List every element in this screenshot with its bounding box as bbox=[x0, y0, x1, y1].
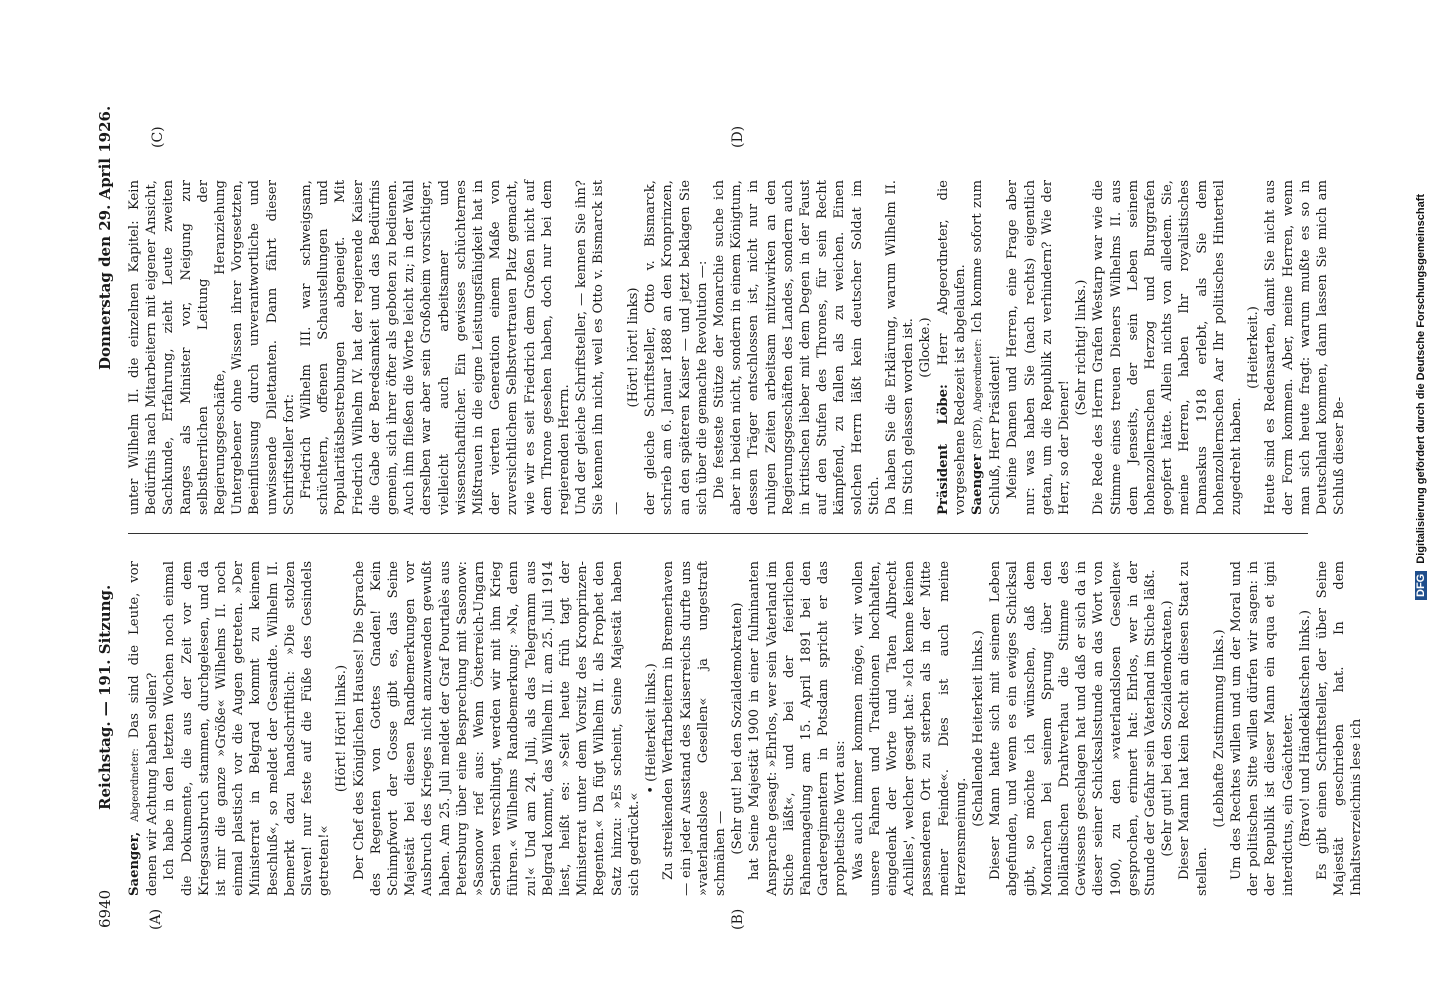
interjection: (Hört! Hört! links.) bbox=[334, 664, 350, 793]
text-paragraph: Zu streikenden Werftarbeitern in Bremerhaven — ein jeder Ausstand des Kaiserreichs durfte uns »vaterlandslose Gesellen« ja ungestraft schmähen — bbox=[661, 561, 728, 896]
speaker-role: Abgeordneter: bbox=[130, 748, 141, 822]
page-header bbox=[90, 105, 120, 930]
margin-marker-c: (C) bbox=[150, 126, 166, 148]
text-paragraph: hat Seine Majestät 1900 in einer fulminanten Ansprache gesagt: »Ehrlos, wer sein Vaterland im Stiche läßt«, und bei der feierlichen Fahnennagelung am 15. April 1891 bei den Garderegimentern in Potsdam spricht er das prophetische Wort aus: bbox=[747, 561, 849, 896]
header-right-title: Donnerstag den 29. April 1926. bbox=[96, 105, 114, 370]
text-paragraph: Die festeste Stütze der Monarchie suche ich aber in beiden nicht, sondern in einem Königtum, dessen Träger entschlossen ist, nicht nur in ruhigen Zeiten arbeitsam mitzuwirken an den Regierungsgeschäften des Landes, sondern auch in kritischen lieber mit dem Degen in der Faust auf den Stufen des Thrones, für sein Recht kämpfend, zu fallen als zu weichen. Einen solchen Herrn läßt kein deutscher Soldat im Stich. bbox=[711, 180, 882, 515]
speaker-role: (SPD), Abgeordneter: bbox=[972, 338, 984, 449]
speaker-paragraph bbox=[969, 180, 1004, 515]
interjection: • (Heiterkeit links.) bbox=[644, 663, 660, 794]
interjection: (Sehr richtig! links.) bbox=[1074, 279, 1090, 416]
text-paragraph: Und der gleiche Schriftsteller, — kennen Sie ihn? Sie kennen ihn nicht, weil es Otto v. Bismarck ist — bbox=[574, 180, 624, 515]
right-column bbox=[126, 180, 1348, 515]
speaker-text: Ich komme sofort zum Schluß, Herr Präsident! bbox=[969, 180, 1004, 515]
margin-marker-b: (B) bbox=[730, 908, 746, 930]
dfg-sidebar bbox=[1415, 10, 1431, 600]
text-paragraph: Friedrich Wilhelm III. war schweigsam, schüchtern, offenen Schaustellungen und Popularitätsbestrebungen abgeneigt. Mit Friedrich Wilhelm IV. hat der regierende Kaiser die Gabe der Beredsamkeit und das Bedürfnis gemein, sich ihrer öfter als geboten zu bedienen. Auch ihm fließen die Worte leicht zu; in der Wahl derselben war aber sein Großoheim vorsichtiger, vielleicht auch arbeitsamer und wissenschaftlicher. Ein gewisses schüchternes Mißtrauen in die eigne Leistungsfähigkeit hat in der vierten Generation einem Maße von zuversichtlichem Selbstvertrauen Platz gemacht, wie wir es seit Friedrich dem Großen nicht auf dem Throne gesehen haben, doch nur bei dem regierenden Herrn. bbox=[299, 180, 573, 515]
interjection: (Schallende Heiterkeit links.) bbox=[970, 630, 986, 827]
speaker-name: Saenger, bbox=[127, 831, 142, 896]
dfg-credit-text: Digitalisierung gefördert durch die Deutsche Forschungsgemeinschaft bbox=[1415, 193, 1427, 564]
page-number: 6940 bbox=[96, 889, 114, 928]
text-paragraph: Um des Rechtes willen und um der Moral und der politischen Sitte willen dürfen wir sagen: in der Republik ist dieser Mann ein aqua et igni interdictus, ein Geächteter. bbox=[1229, 561, 1296, 896]
text-paragraph: Die Rede des Herrn Grafen Westarp war wie die Stimme eines treuen Dieners Wilhelms II. aus dem Jenseits, der sein Leben seinem hohenzollernschen Herzog und Burggrafen geopfert hätte. Allein nichts von alledem. Sie, meine Herren, haben Ihr royalistisches Damaskus 1918 erlebt, als Sie dem hohenzollernschen Aar Ihr politisches Hinterteil zugedreht haben. bbox=[1091, 180, 1244, 515]
text-paragraph: Meine Damen und Herren, eine Frage aber nur: was haben Sie (nach rechts) eigentlich getan, um die Republik zu verhindern? Wie der Herr, so der Diener! bbox=[1005, 180, 1072, 515]
header-left-title: Reichstag. — 191. Sitzung. bbox=[96, 584, 114, 810]
text-paragraph: der gleiche Schriftsteller, Otto v. Bismarck, schrieb am 6. Januar 1888 an den Kronprinzen, an den späteren Kaiser — und jetzt beklagen Sie sich über die gemachte Revolution —: bbox=[643, 180, 710, 515]
text-paragraph: Was auch immer kommen möge, wir wollen unsere Fahnen und Traditionen hochhalten, eingedenk der Worte und Taten Albrecht Achilles', welcher gesagt hat: »Ich kenne keinen passenderen Ort zu sterben als in der Mitte meiner Feinde«. Dies ist auch meine Herzensmeinung. bbox=[850, 561, 969, 896]
speaker-name: Präsident Löbe: bbox=[935, 384, 951, 515]
column-divider bbox=[128, 533, 1308, 534]
speaker-name: Saenger bbox=[969, 454, 985, 515]
margin-marker-d: (D) bbox=[730, 125, 746, 148]
speaker-text: Herr Abgeordneter, die vorgesehene Redezeit ist abgelaufen. bbox=[935, 180, 968, 515]
text-paragraph: Ich habe in den letzten Wochen noch einmal die Dokumente, die aus der Zeit vor dem Kriegsausbruch stammen, durchgelesen, und da ist mir die ganze »Größe« Wilhelms II. noch einmal plastisch vor die Augen getreten. »Der Ministerrat in Belgrad kommt zu keinem Beschluß«, so meldet der Gesandte. Wilhelm II. bemerkt dazu handschriftlich: »Die stolzen Slaven! nur feste auf die Füße des Gesindels getreten!« bbox=[162, 561, 333, 896]
text-paragraph: Dieser Mann hat kein Recht an diesen Staat zu stellen. bbox=[1177, 561, 1210, 896]
dfg-logo: DFG bbox=[1415, 571, 1427, 600]
margin-marker-a: (A) bbox=[148, 908, 164, 930]
interjection: (Hört! hört! links) bbox=[625, 287, 641, 408]
text-paragraph: Der Chef des Königlichen Hauses! Die Sprache des Regenten von Gottes Gnaden! Kein Schimpfwort der Gosse gibt es, das Seine Majestät bei diesen Randbemerkungen vor Ausbruch des Krieges nicht anzuwenden gewußt haben. Am 25. Juli meldet der Graf Pourtalès aus Petersburg über eine Besprechung mit Sasonow: »Sasonow rief aus: Wenn Österreich-Ungarn Serbien verschlingt, werden wir mit ihm Krieg führen.« Wilhelms Randbemerkung: »Na, denn zu!« Und am 24. Juli, als das Telegramm aus Belgrad kommt, das Wilhelm II. am 25. Juli 1914 liest, heißt es: »Seit heute früh tagt der Ministerrat unter dem Vorsitz des Kronprinzen-Regenten.« Da fügt Wilhelm II. als Prophet den Satz hinzu: »Es scheint, Seine Majestät haben sich gedrückt.« bbox=[351, 561, 642, 896]
text-paragraph: unter Wilhelm II. die einzelnen Kapitel: Kein Bedürfnis nach Mitarbeitern mit eigener Ansicht, Sachkunde, Erfahrung, zieht Leute zweiten Ranges als Minister vor, Neigung zur selbstherrlichen Leitung der Regierungsgeschäfte, Heranziehung Untergebener ohne Wissen ihrer Vorgesetzten, Beeinflussung durch unverantwortliche und unwissende Dilettanten. Dann fährt dieser Schriftsteller fort: bbox=[127, 180, 297, 515]
interjection: (Lebhafte Zustimmung links.) bbox=[1211, 629, 1227, 828]
speaker-paragraph bbox=[935, 180, 969, 515]
interjection: (Heiterkeit.) bbox=[1246, 306, 1262, 389]
dfg-credit bbox=[1415, 10, 1427, 600]
text-paragraph: Dieser Mann hatte sich mit seinem Leben abgefunden, und wenn es ein ewiges Schicksal gibt, so möchte ich wünschen, daß dem Monarchen bei seinem Sprung über den holländischen Drahtverhau die Stimme des Gewissens geschlagen hat und daß er sich da in dieser seiner Schicksalsstunde an das Wort von 1900, zu den »vaterlandslosen Gesellen« gesprochen, erinnert hat: Ehrlos, wer in der Stunde der Gefahr sein Vaterland im Stiche läßt. bbox=[988, 561, 1158, 896]
rotated-page bbox=[90, 105, 1365, 930]
interjection: (Glocke.) bbox=[918, 317, 934, 378]
speaker-text: Das sind die Leute, vor denen wir Achtung haben sollen? bbox=[127, 561, 161, 896]
text-paragraph: Heute sind es Redensarten, damit Sie nicht aus der Form kommen. Aber, meine Herren, wenn man sich heute fragt: warum mußte es so in Deutschland kommen, dann lassen Sie mich am Schluß dieser Be- bbox=[1263, 180, 1348, 515]
interjection: (Sehr gut! bei den Sozialdemokraten) bbox=[730, 602, 746, 855]
text-paragraph: Da haben Sie die Erklärung, warum Wilhelm II. im Stich gelassen worden ist. bbox=[883, 180, 917, 515]
interjection: (Bravo! und Händeklatschen links.) bbox=[1297, 609, 1313, 848]
interjection: (Sehr gut! bei den Sozialdemokraten.) bbox=[1160, 600, 1176, 857]
text-paragraph: Es gibt einen Schriftsteller, der über Seine Majestät geschrieben hat. In dem Inhaltsverzeichnis lese ich bbox=[1315, 561, 1365, 896]
left-column bbox=[126, 561, 1366, 896]
speaker-paragraph bbox=[126, 561, 161, 896]
